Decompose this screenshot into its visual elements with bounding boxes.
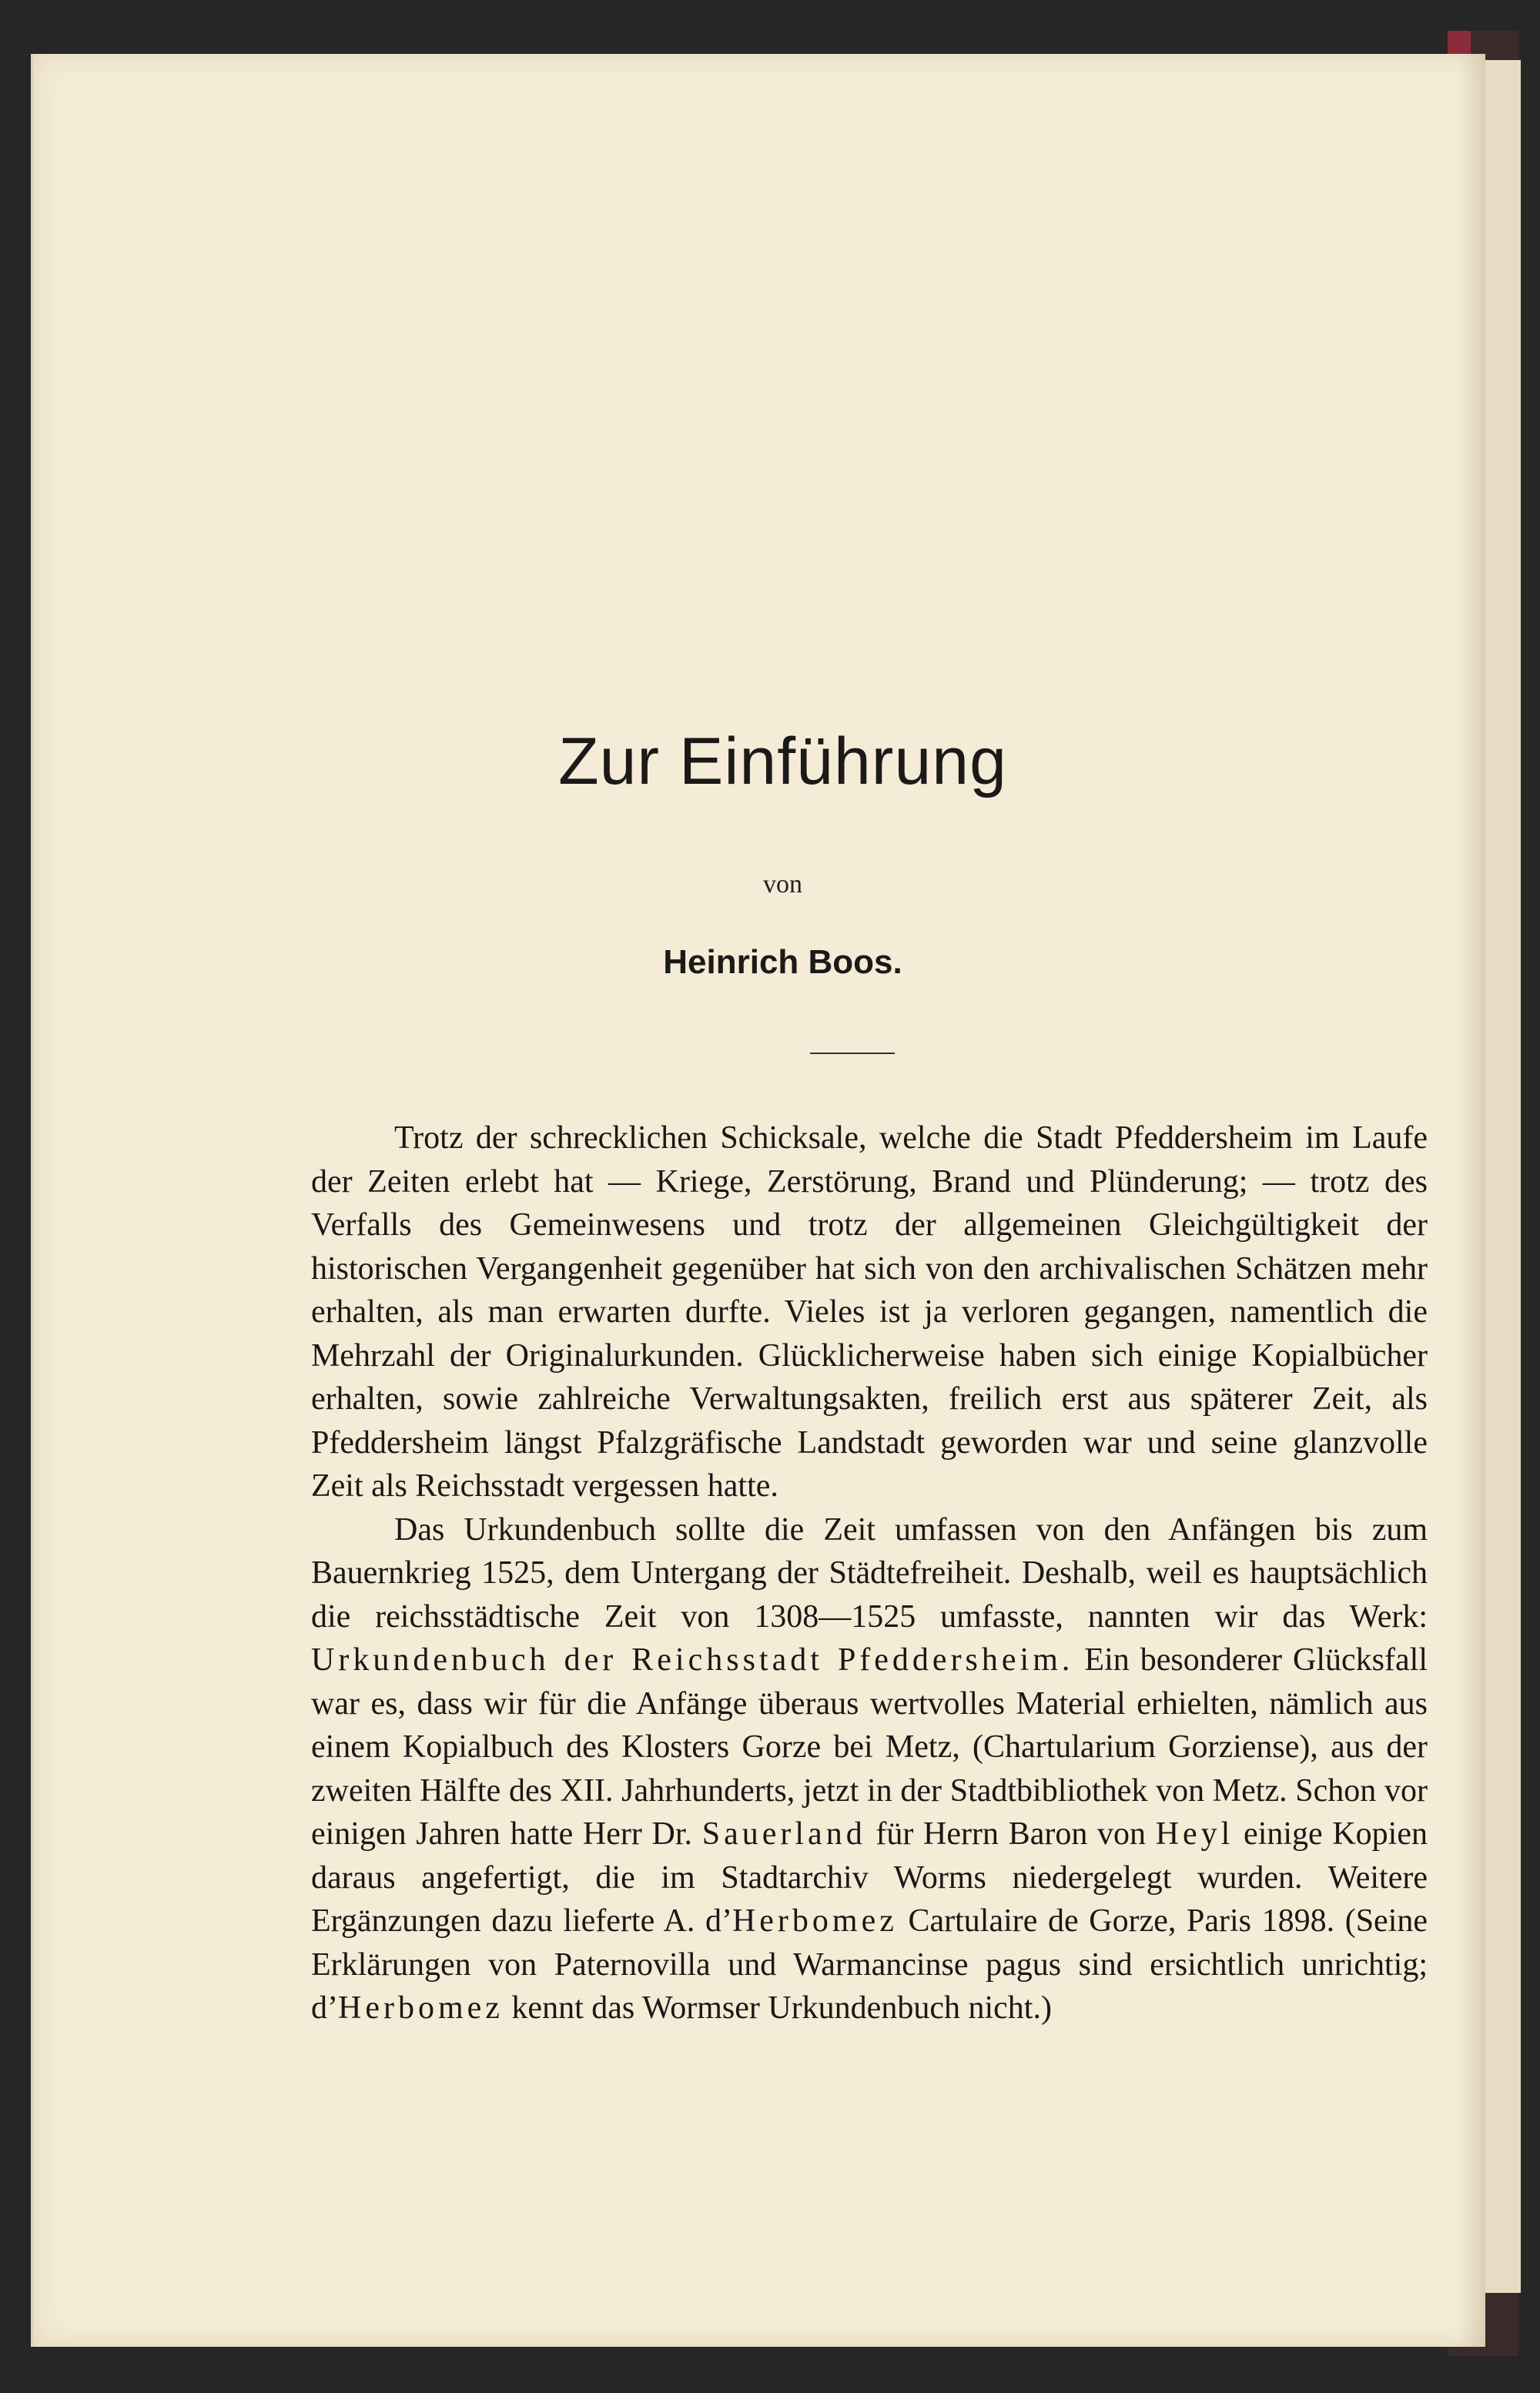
author-name: Heinrich Boos.: [663, 943, 902, 981]
byline-von: von: [763, 870, 802, 899]
work-title: Urkundenbuch der Reichsstadt Pfeddersheim.: [311, 1642, 1074, 1678]
name-herbomez-1: Herbomez: [732, 1903, 898, 1939]
name-sauerland: Sauerland: [701, 1816, 866, 1852]
section-divider: [810, 1053, 895, 1054]
p2-text-6: kennt das Wormser Urkundenbuch nicht.): [511, 1990, 1052, 2026]
name-herbomez-2: Herbomez: [338, 1990, 504, 2026]
p2-text-2: Ein besonderer Glücksfall war es, dass wir für die Anfänge überaus wertvolles Material erhielten, nämlich aus einem Kopialbuch des Klosters Gorze bei Metz, (Chartularium Gorziense), aus der zweiten Hälfte des XII. Jahrhunderts, jetzt in der Stadtbibliothek von Metz. Schon vor einigen Jahren hatte Herr Dr.: [311, 1642, 1428, 1852]
name-heyl: Heyl: [1155, 1816, 1234, 1852]
book-page: [31, 54, 1485, 2347]
p2-text-4: einige Kopien daraus angefertigt, die im Stadtarchiv Worms niedergelegt wurden. Weitere Ergänzungen dazu lieferte A. d’: [311, 1816, 1428, 1939]
paragraph-1: Trotz der schrecklichen Schicksale, welche die Stadt Pfeddersheim im Laufe der Zeiten erlebt hat — Kriege, Zerstörung, Brand und Plünderung; — trotz des Verfalls des Gemeinwesens und trotz der allgemeinen Gleichgültigkeit der historischen Vergangenheit gegenüber hat sich von den archivalischen Schätzen mehr erhalten, als man erwarten durfte. Vieles ist ja verloren gegangen, namentlich die Mehrzahl der Originalurkunden. Glücklicherweise haben sich einige Kopialbücher erhalten, sowie zahlreiche Verwaltungsakten, freilich erst aus späterer Zeit, als Pfeddersheim längst Pfalzgräfische Landstadt geworden war und seine glanzvolle Zeit als Reichsstadt vergessen hatte.: [311, 1120, 1428, 1504]
paragraph-2: [311, 1508, 1428, 2030]
p2-text-1: Das Urkundenbuch sollte die Zeit umfassen von den Anfängen bis zum Bauernkrieg 1525, dem Untergang der Städtefreiheit. Deshalb, weil es hauptsächlich die reichsstädtische Zeit von 1308—1525 umfasste, nannten wir das Werk:: [311, 1511, 1428, 1635]
body-text: [311, 1116, 1428, 2030]
page-gutter-shadow: [1458, 54, 1485, 2347]
chapter-title: Zur Einführung: [558, 725, 1007, 798]
p2-text-3: für Herrn Baron von: [875, 1816, 1147, 1852]
p2-text-5: Cartulaire de Gorze, Paris 1898. (Seine Erklärungen von Paternovilla und Warmancinse pagus sind ersichtlich unrichtig; d’: [311, 1903, 1428, 2026]
